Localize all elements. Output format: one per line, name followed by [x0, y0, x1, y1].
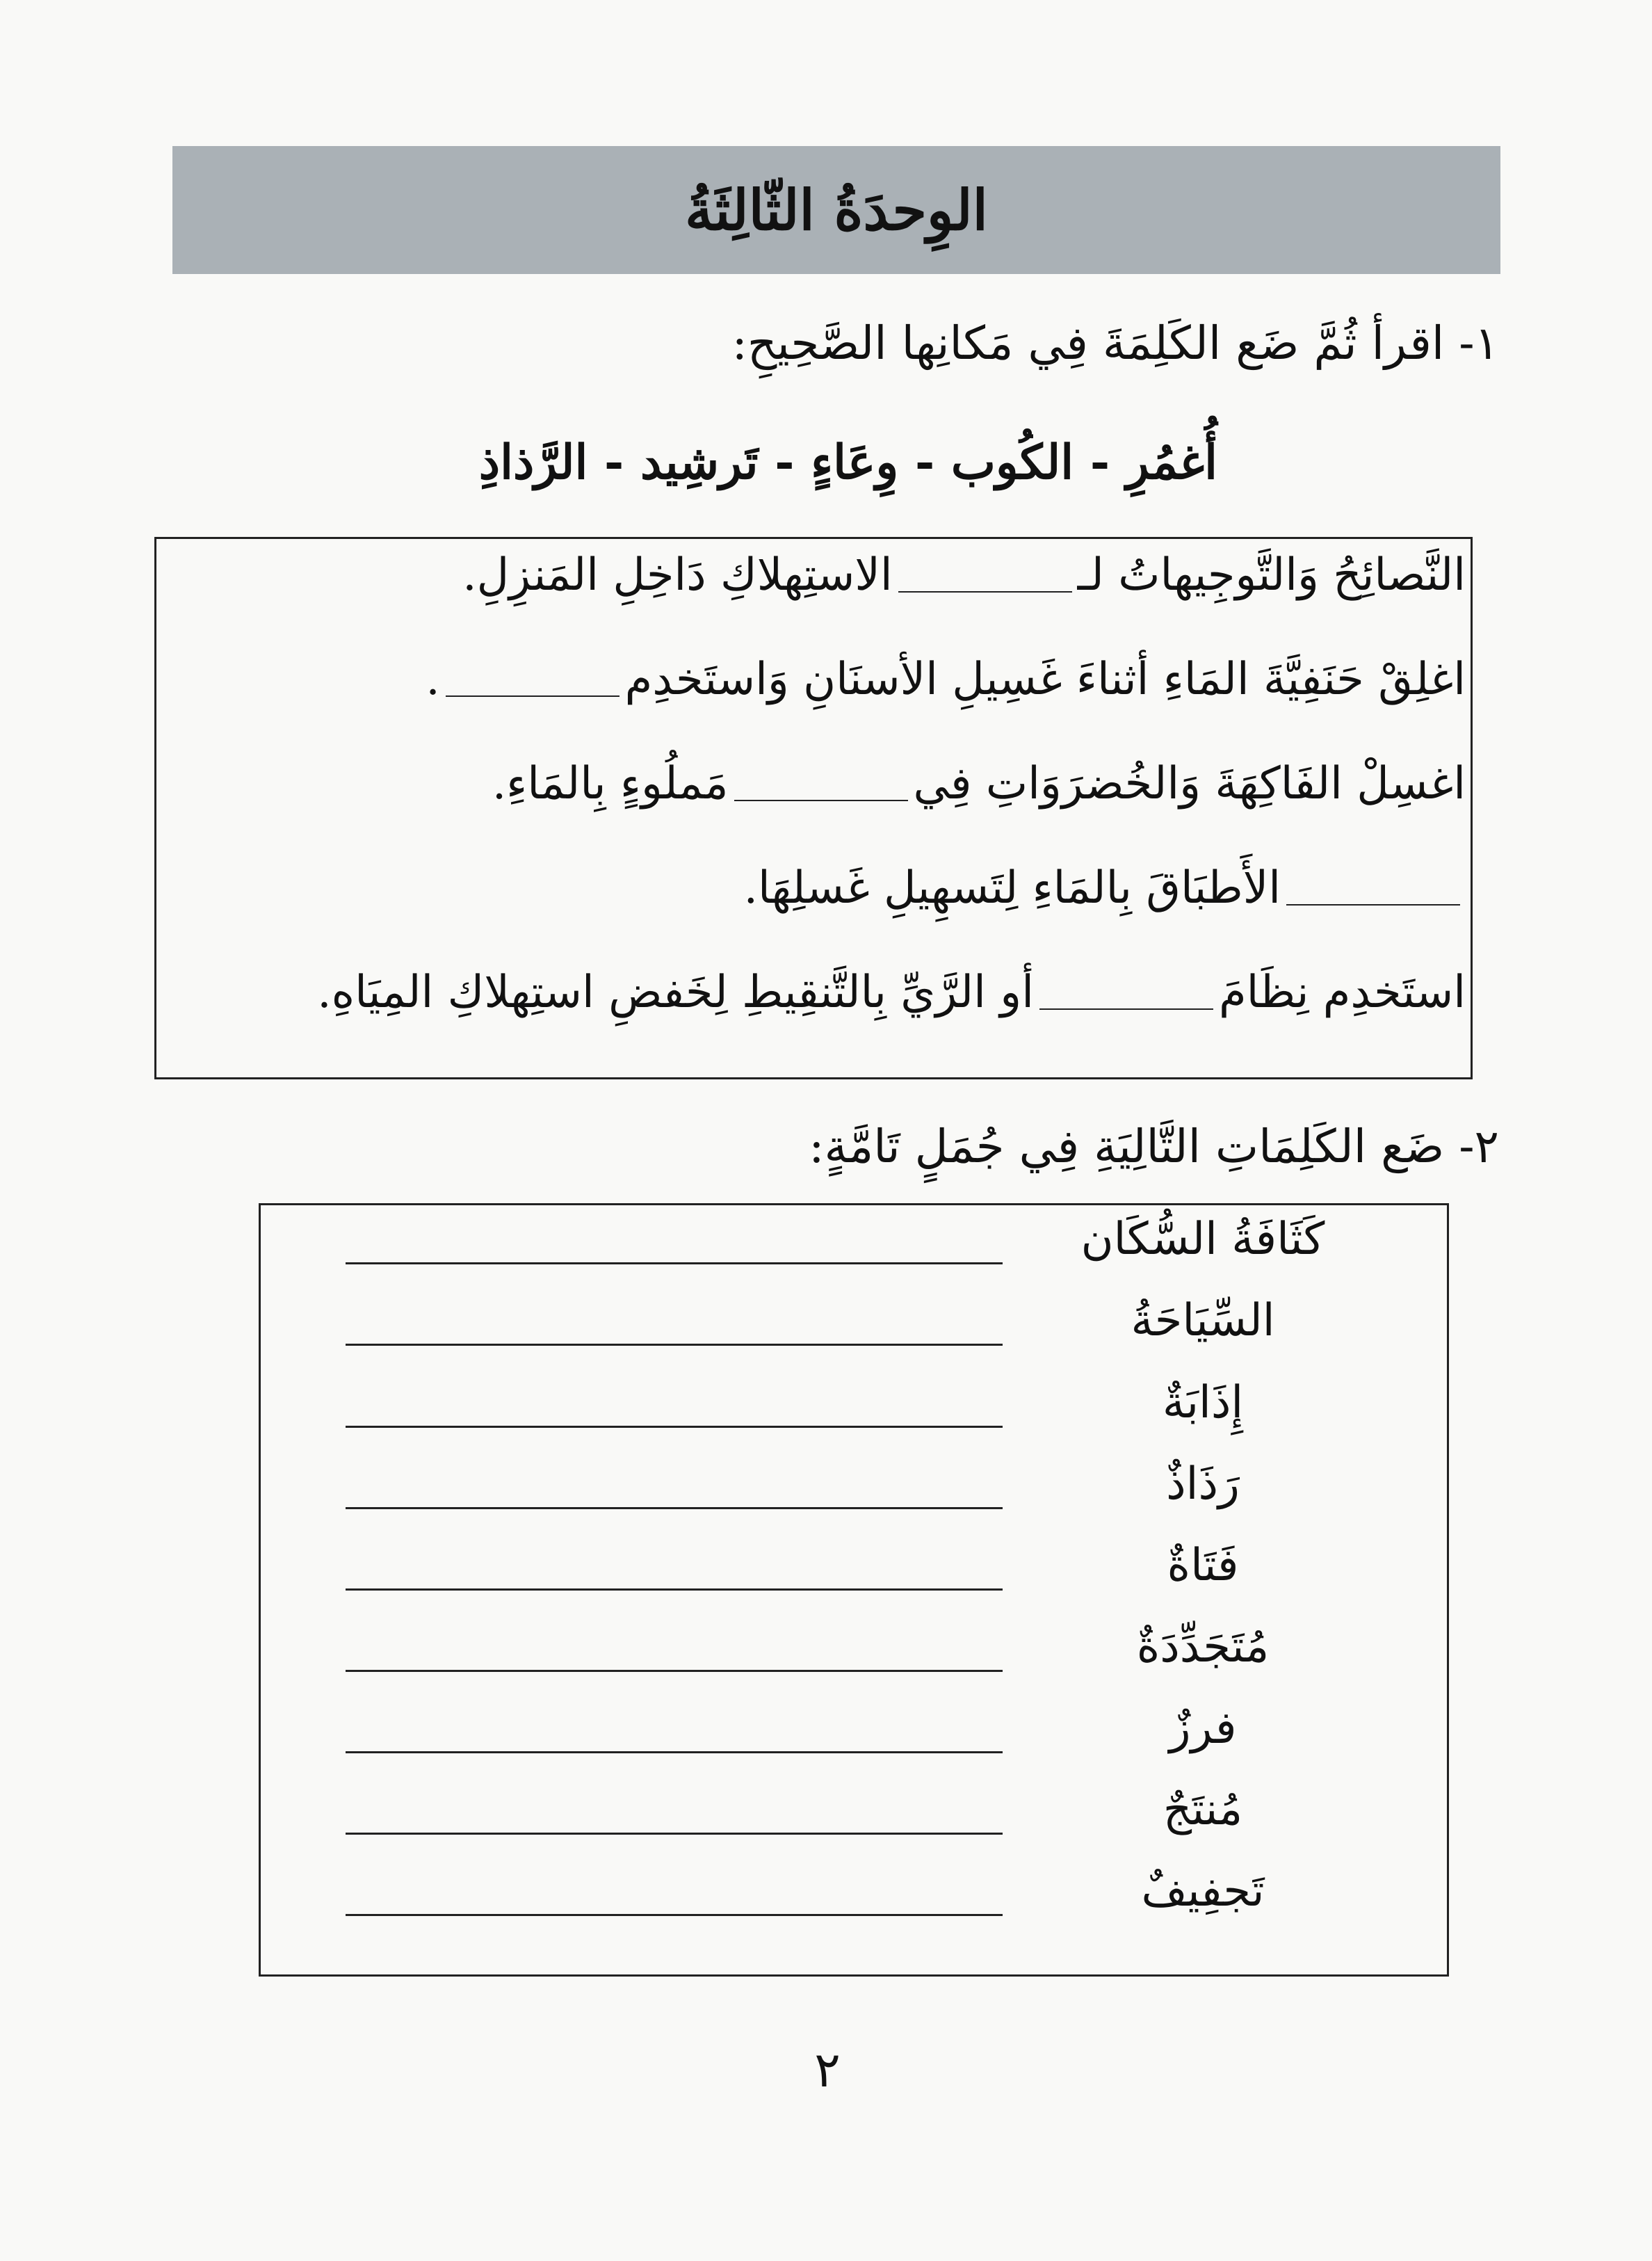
vocab-word: مُنتَجٌ	[1163, 1784, 1243, 1835]
word-bank: أُغمُرِ - الكُوب - وِعَاءٍ - تَرشِيد - الرَّذاذِ	[478, 435, 1217, 490]
sentence-2: اغلِقْ حَنَفِيَّةَ المَاءِ أثناءَ غَسِيلِ الأسنَانِ وَاستَخدِم.	[426, 654, 1466, 705]
vocab-word: فَتَاةٌ	[1167, 1540, 1239, 1591]
sentence-3: اغسِلْ الفَاكِهَةَ وَالخُضرَوَاتِ فِيمَملُوءٍ بِالمَاءِ.	[492, 758, 1466, 810]
vocab-word: كَثَافَةُ السُّكَان	[1080, 1214, 1325, 1265]
exercise-2-heading: ٢- ضَع الكَلِمَاتِ التَّالِيَةِ فِي جُمَلٍ تَامَّةٍ:	[809, 1120, 1499, 1173]
answer-blank[interactable]	[1039, 1008, 1213, 1010]
sentence-5: استَخدِم نِظَامَأو الرَّيِّ بِالتَّنقِيطِ لِخَفضِ استِهلاكِ المِيَاهِ.	[317, 967, 1466, 1018]
answer-blank[interactable]	[446, 695, 620, 697]
answer-line[interactable]	[346, 1670, 1003, 1672]
vocab-word: إِذَابَةٌ	[1162, 1377, 1244, 1429]
answer-line[interactable]	[346, 1507, 1003, 1509]
answer-line[interactable]	[346, 1833, 1003, 1835]
exercise-1-heading: ١- اقرأ ثُمَّ ضَع الكَلِمَةَ فِي مَكانِها الصَّحِيحِ:	[731, 316, 1499, 370]
answer-line[interactable]	[346, 1914, 1003, 1916]
vocab-word: رَذَاذٌ	[1166, 1458, 1240, 1510]
sentence-4: الأَطبَاقَ بِالمَاءِ لِتَسهِيلِ غَسلِهَا.	[744, 862, 1466, 914]
unit-title-band	[172, 146, 1500, 274]
answer-line[interactable]	[346, 1426, 1003, 1428]
unit-title: الوِحدَةُ الثّالِثَةُ	[685, 177, 988, 243]
vocab-word: فرزٌ	[1169, 1703, 1237, 1754]
answer-line[interactable]	[346, 1751, 1003, 1753]
answer-blank[interactable]	[734, 800, 908, 801]
answer-line[interactable]	[346, 1588, 1003, 1591]
page-number: ٢	[814, 2041, 841, 2098]
sentence-1: النَّصائِحُ وَالتَّوجِيهاتُ لـالاستِهلاكِ دَاخِلِ المَنزِلِ.	[462, 549, 1466, 601]
vocab-word: مُتَجَدِّدَةٌ	[1136, 1621, 1270, 1673]
answer-blank[interactable]	[1286, 904, 1460, 906]
answer-blank[interactable]	[898, 591, 1072, 593]
answer-line[interactable]	[346, 1344, 1003, 1346]
vocab-word: السِّيَاحَةُ	[1131, 1295, 1275, 1346]
answer-line[interactable]	[346, 1262, 1003, 1264]
vocab-word: تَجفِيفٌ	[1141, 1865, 1265, 1917]
